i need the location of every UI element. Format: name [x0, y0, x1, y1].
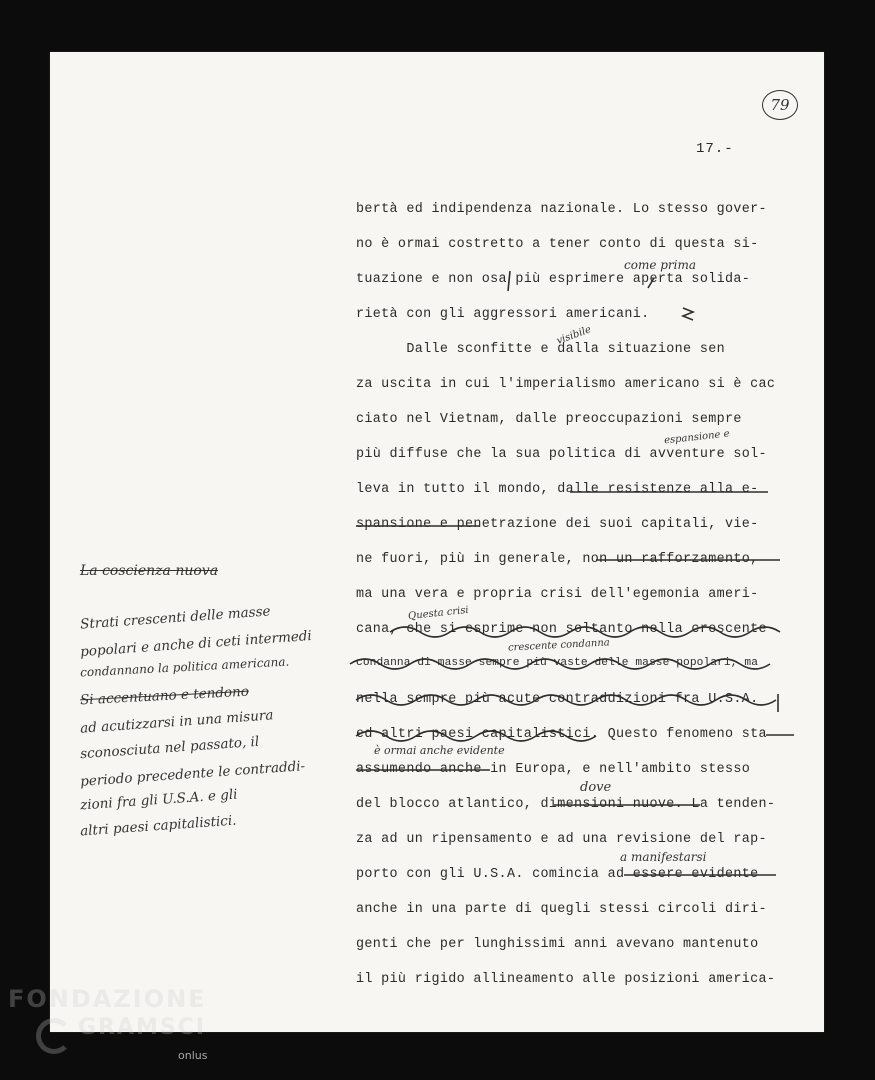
typed-line: rietà con gli aggressori americani.: [356, 307, 650, 322]
foundation-logo-icon: [36, 1018, 72, 1054]
typed-line: genti che per lunghissimi anni avevano mantenuto: [356, 937, 759, 952]
margin-note-line: ad acutizzarsi in una misura: [79, 707, 274, 737]
watermark-line1: FONDAZIONE: [8, 985, 207, 1013]
typed-line: za ad un ripensamento e ad una revisione del rap-: [356, 832, 767, 847]
typed-line: ed altri paesi capitalistici. Questo fenomeno sta: [356, 727, 767, 742]
handwritten-insert: a manifestarsi: [620, 850, 707, 864]
typed-line: condanna di masse sempre più vaste delle masse popolari, ma: [356, 657, 759, 669]
typed-line: ne fuori, più in generale, non un rafforzamento,: [356, 552, 759, 567]
typed-line: no è ormai costretto a tener conto di questa si-: [356, 237, 759, 252]
typed-line: tuazione e non osa più esprimere aperta solida-: [356, 272, 751, 287]
margin-note-line: Strati crescenti delle masse: [79, 603, 271, 633]
margin-note-line: sconosciuta nel passato, il: [79, 733, 260, 763]
archive-number-stamp: 79: [762, 90, 798, 120]
handwritten-insert: dove: [580, 780, 612, 795]
typed-line: spansione e penetrazione dei suoi capitali, vie-: [356, 517, 759, 532]
margin-note-line: zioni fra gli U.S.A. e gli: [79, 786, 238, 814]
margin-note-line: Si accentuano e tendono: [79, 683, 250, 709]
watermark-suffix: onlus: [178, 1049, 208, 1062]
handwritten-insert: espansione e: [663, 428, 731, 447]
typed-line: ciato nel Vietnam, dalle preoccupazioni sempre: [356, 412, 742, 427]
handwritten-insert: è ormai anche evidente: [374, 744, 505, 757]
margin-note-line: periodo precedente le contraddi-: [79, 758, 306, 790]
watermark-line2: GRAMSCI: [78, 1015, 207, 1040]
typed-line: ma una vera e propria crisi dell'egemonia ameri-: [356, 587, 759, 602]
document-page: [50, 52, 824, 1032]
margin-note-line: popolari e anche di ceti intermedi: [79, 627, 313, 661]
handwritten-insert: Questa crisi: [407, 604, 470, 623]
margin-note-line: condannano la politica americana.: [79, 654, 290, 680]
typed-line: bertà ed indipendenza nazionale. Lo stesso gover-: [356, 202, 767, 217]
typed-line: cana, che si esprime non soltanto nella crescente: [356, 622, 767, 637]
typed-line: più diffuse che la sua politica di avventure sol-: [356, 447, 767, 462]
typed-line: nella sempre più acute contraddizioni fra U.S.A.: [356, 692, 759, 707]
typed-line: za uscita in cui l'imperialismo americano si è cac: [356, 377, 776, 392]
typed-line: anche in una parte di quegli stessi circoli diri-: [356, 902, 767, 917]
handwritten-insert: crescente condanna: [507, 637, 610, 654]
page-number: 17.-: [696, 141, 734, 157]
handwritten-insert: visibile: [555, 324, 593, 347]
margin-note-title: La coscienza nuova: [80, 563, 219, 579]
handwritten-insert: come prima: [624, 258, 697, 272]
typed-line: leva in tutto il mondo, dalle resistenze alla e-: [356, 482, 759, 497]
typed-line: Dalle sconfitte e dalla situazione sen: [356, 342, 725, 357]
typed-line: del blocco atlantico, dimensioni nuove. La tenden-: [356, 797, 776, 812]
typed-line: il più rigido allineamento alle posizioni america-: [356, 972, 776, 987]
typed-line: assumendo anche in Europa, e nell'ambito stesso: [356, 762, 751, 777]
margin-note-line: altri paesi capitalistici.: [79, 812, 237, 840]
typed-line: porto con gli U.S.A. comincia ad essere evidente: [356, 867, 759, 882]
